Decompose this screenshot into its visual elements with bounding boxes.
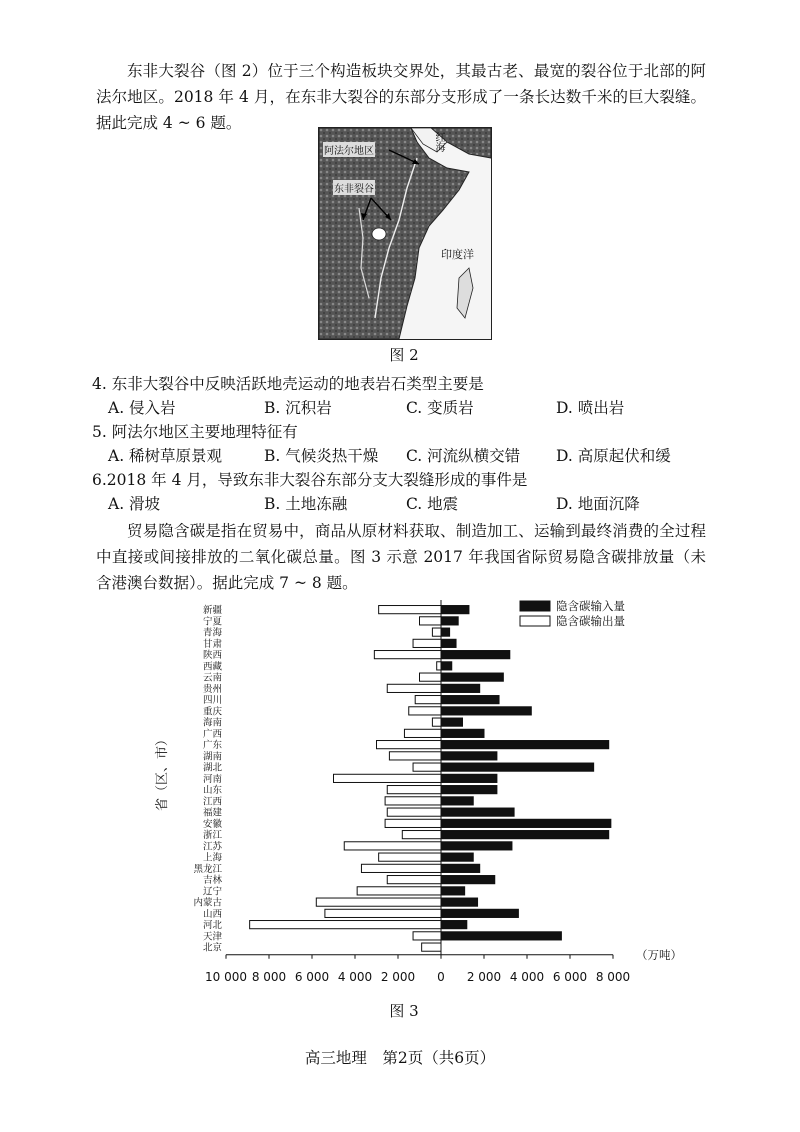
input-bar (441, 696, 499, 704)
category-label: 贵州 (202, 683, 222, 695)
output-bar (404, 729, 441, 737)
category-label: 江西 (202, 796, 222, 808)
category-label: 辽宁 (202, 886, 222, 898)
output-bar (413, 639, 441, 647)
category-label: 陕西 (202, 650, 222, 662)
output-bar (437, 662, 441, 670)
q4-option-a: A. 侵入岩 (108, 399, 176, 417)
x-tick-label: 10 000 (205, 969, 247, 984)
x-tick-label: 6 000 (552, 969, 588, 984)
output-bar (250, 921, 441, 929)
output-bar (387, 786, 441, 794)
q5-option-b: B. 气候炎热干燥 (264, 447, 379, 465)
x-tick-label: 4 000 (509, 969, 545, 984)
output-bar (316, 898, 441, 906)
output-bar (334, 774, 442, 782)
category-label: 湖北 (202, 762, 222, 774)
map-label-afar: 阿法尔地区 (323, 142, 375, 157)
input-bar (441, 819, 611, 827)
input-bar (441, 921, 467, 929)
input-bar (441, 842, 512, 850)
category-label: 河北 (202, 920, 222, 932)
output-bar (413, 932, 441, 940)
east-africa-rift-map (318, 127, 492, 340)
output-bar (422, 943, 441, 951)
category-label: 河南 (202, 773, 222, 785)
q4-option-d: D. 喷出岩 (556, 399, 625, 417)
legend-swatch-output (520, 616, 550, 626)
map-label-rift: 东非裂谷 (333, 180, 375, 195)
category-label: 广西 (202, 728, 222, 740)
input-bar (441, 718, 463, 726)
input-bar (441, 662, 452, 670)
page-footer: 高三地理 第2页（共6页） (304, 1049, 496, 1067)
output-bar (420, 617, 442, 625)
category-label: 青海 (202, 627, 222, 639)
input-bar (441, 741, 609, 749)
input-bar (441, 774, 497, 782)
output-bar (432, 628, 441, 636)
input-bar (441, 617, 458, 625)
input-bar (441, 639, 456, 647)
map-label-ocean: 印度洋 (441, 248, 474, 261)
category-label: 山东 (202, 785, 222, 797)
x-tick-label: 8 000 (251, 969, 287, 984)
output-bar (361, 864, 441, 872)
output-bar (325, 909, 441, 917)
input-bar (441, 628, 450, 636)
figure-2-caption: 图 2 (389, 346, 419, 364)
output-bar (379, 853, 441, 861)
legend-label-output: 隐含碳输出量 (556, 614, 625, 628)
category-label: 福建 (202, 807, 222, 819)
output-bar (420, 673, 442, 681)
category-label: 北京 (202, 942, 222, 954)
output-bar (402, 831, 441, 839)
input-bar (441, 729, 484, 737)
category-label: 四川 (202, 695, 222, 707)
intro-paragraph-2: 贸易隐含碳是指在贸易中，商品从原材料获取、制造加工、运输到最终消费的全过程中直接或间接排放的二氧化碳总量。图 3 示意 2017 年我国省际贸易隐含碳排放量（未含港澳台数据）。据此完成 7 ~ 8 题。 (96, 522, 706, 592)
category-label: 浙江 (202, 830, 222, 842)
category-label: 广东 (202, 740, 222, 752)
output-bar (385, 797, 441, 805)
output-bar (344, 842, 441, 850)
input-bar (441, 887, 465, 895)
category-label: 江苏 (202, 841, 222, 853)
input-bar (441, 864, 480, 872)
unit-label: （万吨） (636, 947, 682, 962)
category-label: 西藏 (202, 661, 222, 673)
map-label-red-sea: 红海 (433, 132, 444, 152)
legend-swatch-input (520, 601, 550, 611)
category-label: 黑龙江 (193, 863, 222, 875)
input-bar (441, 876, 495, 884)
output-bar (387, 684, 441, 692)
input-bar (441, 651, 510, 659)
input-bar (441, 763, 594, 771)
output-bar (415, 696, 441, 704)
x-tick-label: 2 000 (380, 969, 416, 984)
input-bar (441, 752, 497, 760)
category-label: 新疆 (202, 605, 222, 617)
q5-option-c: C. 河流纵横交错 (406, 447, 521, 465)
category-label: 云南 (202, 672, 222, 684)
input-bar (441, 673, 503, 681)
y-axis-label: 省（区、市） (155, 732, 170, 812)
q4-option-c: C. 变质岩 (406, 399, 474, 417)
question-4-stem: 4. 东非大裂谷中反映活跃地壳运动的地表岩石类型主要是 (92, 375, 484, 393)
input-bar (441, 606, 469, 614)
input-bar (441, 853, 473, 861)
input-bar (441, 786, 497, 794)
output-bar (374, 651, 441, 659)
category-label: 安徽 (202, 818, 222, 830)
intro-paragraph-1: 东非大裂谷（图 2）位于三个构造板块交界处，其最古老、最宽的裂谷位于北部的阿法尔地区。2018 年 4 月，在东非大裂谷的东部分支形成了一条长达数千米的巨大裂缝。据此完成 4 ~ 6 题。 (96, 62, 706, 132)
output-bar (357, 887, 441, 895)
output-bar (387, 876, 441, 884)
x-tick-label: 0 (437, 969, 445, 984)
legend-label-input: 隐含碳输入量 (556, 599, 625, 613)
input-bar (441, 808, 514, 816)
category-label: 重庆 (202, 706, 222, 718)
category-label: 内蒙古 (193, 897, 222, 909)
q6-option-d: D. 地面沉降 (556, 495, 640, 513)
input-bar (441, 932, 561, 940)
output-bar (432, 718, 441, 726)
x-tick-label: 6 000 (294, 969, 330, 984)
category-label: 湖南 (202, 751, 222, 763)
output-bar (389, 752, 441, 760)
output-bar (385, 819, 441, 827)
input-bar (441, 797, 473, 805)
question-5-stem: 5. 阿法尔地区主要地理特征有 (92, 423, 298, 441)
input-bar (441, 898, 478, 906)
q6-option-a: A. 滑坡 (108, 495, 161, 513)
category-label: 吉林 (202, 875, 222, 887)
figure-3-caption: 图 3 (389, 1002, 419, 1020)
question-6-stem: 6.2018 年 4 月，导致东非大裂谷东部分支大裂缝形成的事件是 (92, 471, 528, 489)
input-bar (441, 831, 609, 839)
output-bar (377, 741, 442, 749)
category-label: 海南 (202, 717, 222, 729)
output-bar (387, 808, 441, 816)
category-label: 宁夏 (202, 616, 222, 628)
input-bar (441, 909, 518, 917)
q4-option-b: B. 沉积岩 (264, 399, 332, 417)
category-label: 天津 (202, 931, 222, 943)
q5-option-d: D. 高原起伏和缓 (556, 447, 671, 465)
output-bar (409, 707, 441, 715)
category-label: 上海 (202, 852, 222, 864)
map-drawing (319, 128, 491, 339)
x-tick-label: 2 000 (466, 969, 502, 984)
x-tick-label: 8 000 (595, 969, 631, 984)
x-tick-label: 4 000 (337, 969, 373, 984)
q5-option-a: A. 稀树草原景观 (108, 447, 223, 465)
output-bar (379, 606, 441, 614)
category-label: 甘肃 (202, 638, 222, 650)
output-bar (413, 763, 441, 771)
q6-option-b: B. 土地冻融 (264, 495, 348, 513)
q6-option-c: C. 地震 (406, 495, 459, 513)
input-bar (441, 707, 531, 715)
category-label: 山西 (202, 908, 222, 920)
input-bar (441, 684, 480, 692)
